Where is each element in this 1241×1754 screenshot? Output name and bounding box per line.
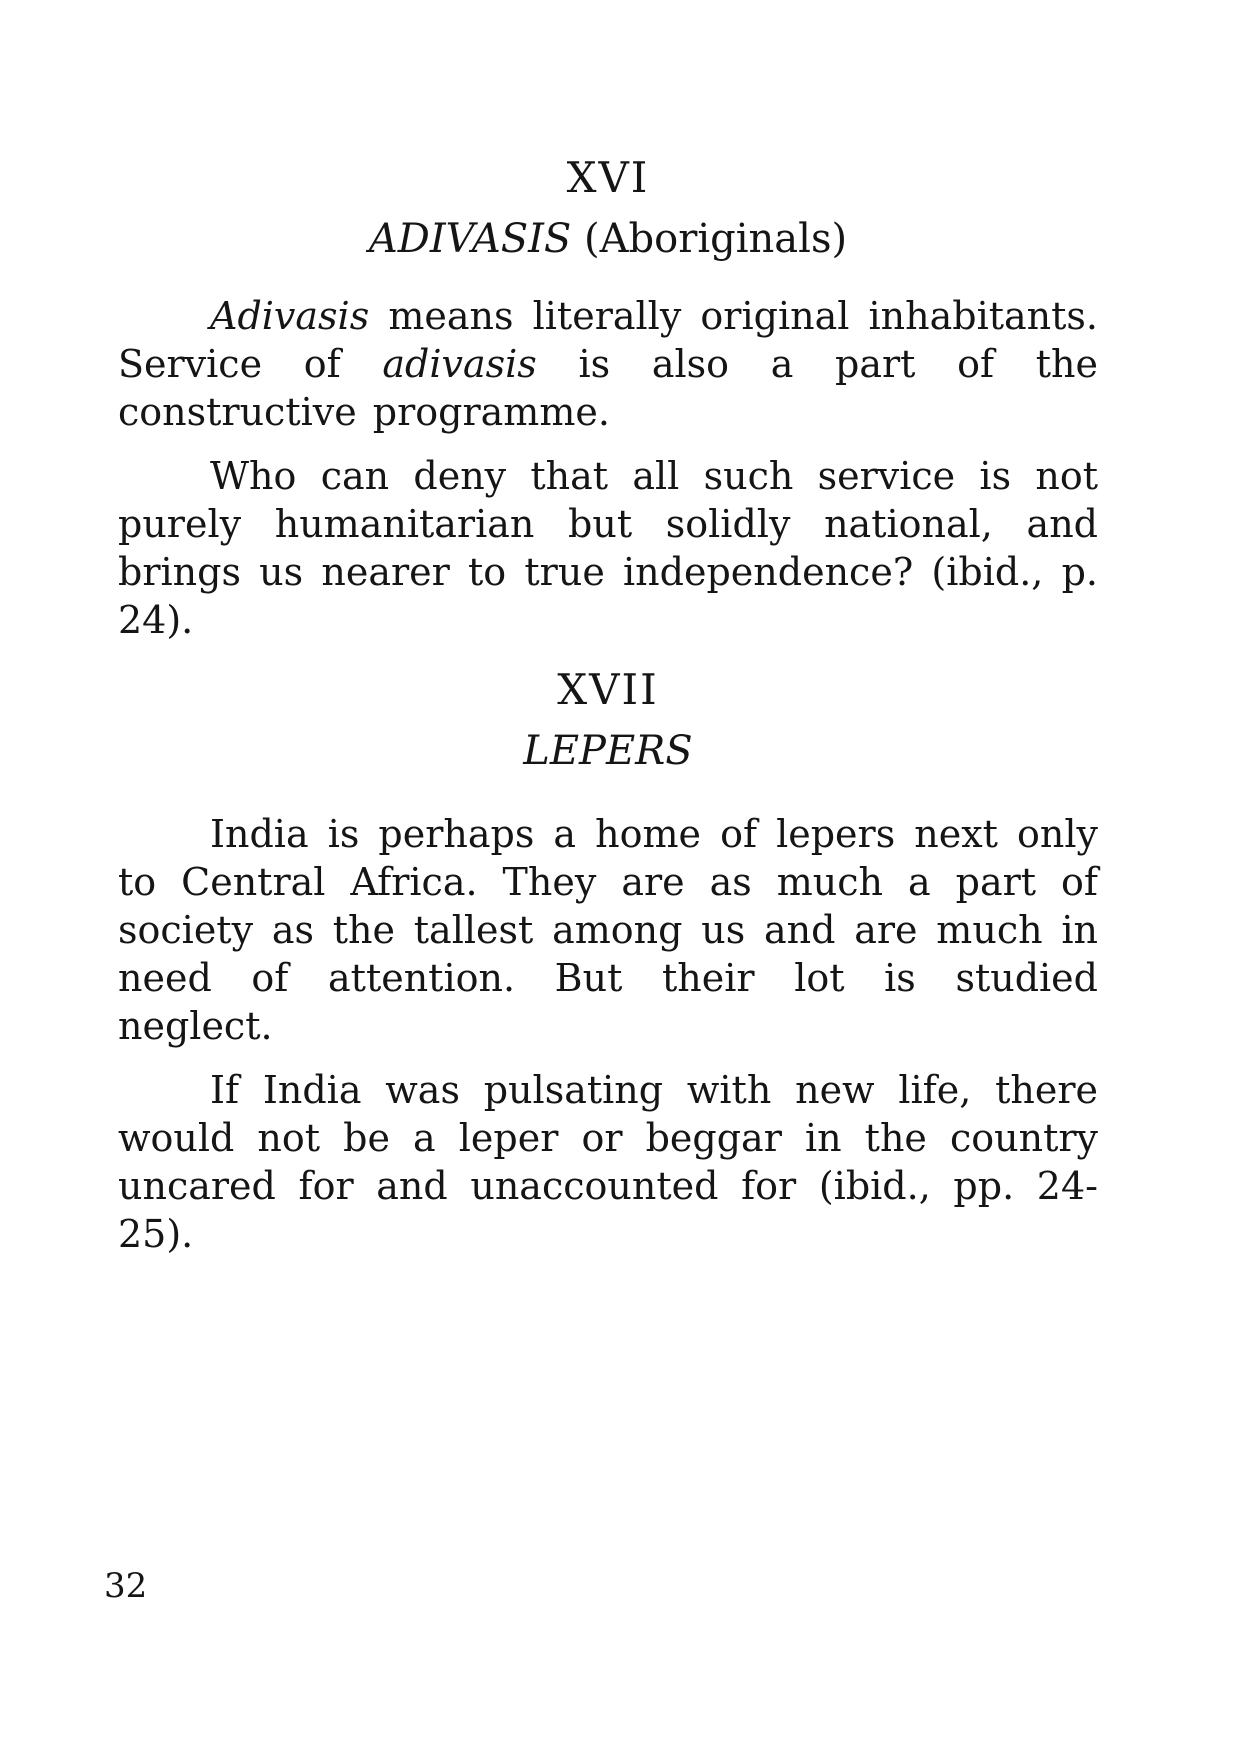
section-title-italic: LEPERS [523, 728, 693, 774]
paragraph-text: is also a part of the constructive programme. [118, 342, 1098, 434]
italic-term: adivasis [382, 342, 537, 386]
paragraph: If India was pulsating with new life, there would not be a leper or beggar in the country uncared for and unaccounted for (ibid., pp. 24-25). [118, 1068, 1098, 1256]
section-number: XVII [557, 665, 659, 714]
paragraph [118, 292, 1098, 436]
section-xvii [118, 660, 1098, 1258]
paragraph: India is perhaps a home of lepers next only to Central Africa. They are as much a part of society as the tallest among us and are much in need of attention. But their lot is studied neglect. [118, 812, 1098, 1048]
section-title-subtitle: (Aboriginals) [571, 216, 848, 262]
section-number: XVI [566, 153, 650, 202]
section-title-italic: ADIVASIS [368, 216, 572, 262]
paragraph-text: means literally original inhabitants. Service of [118, 294, 1098, 386]
section-title [118, 720, 1098, 782]
section-title [118, 208, 1098, 270]
paragraph: Who can deny that all such service is not purely humanitarian but solidly national, and brings us nearer to true independence? (ibid., p. 24). [118, 454, 1098, 642]
italic-term: Adivasis [210, 294, 370, 338]
section-xvi [118, 148, 1098, 644]
page-number: 32 [104, 1566, 148, 1606]
